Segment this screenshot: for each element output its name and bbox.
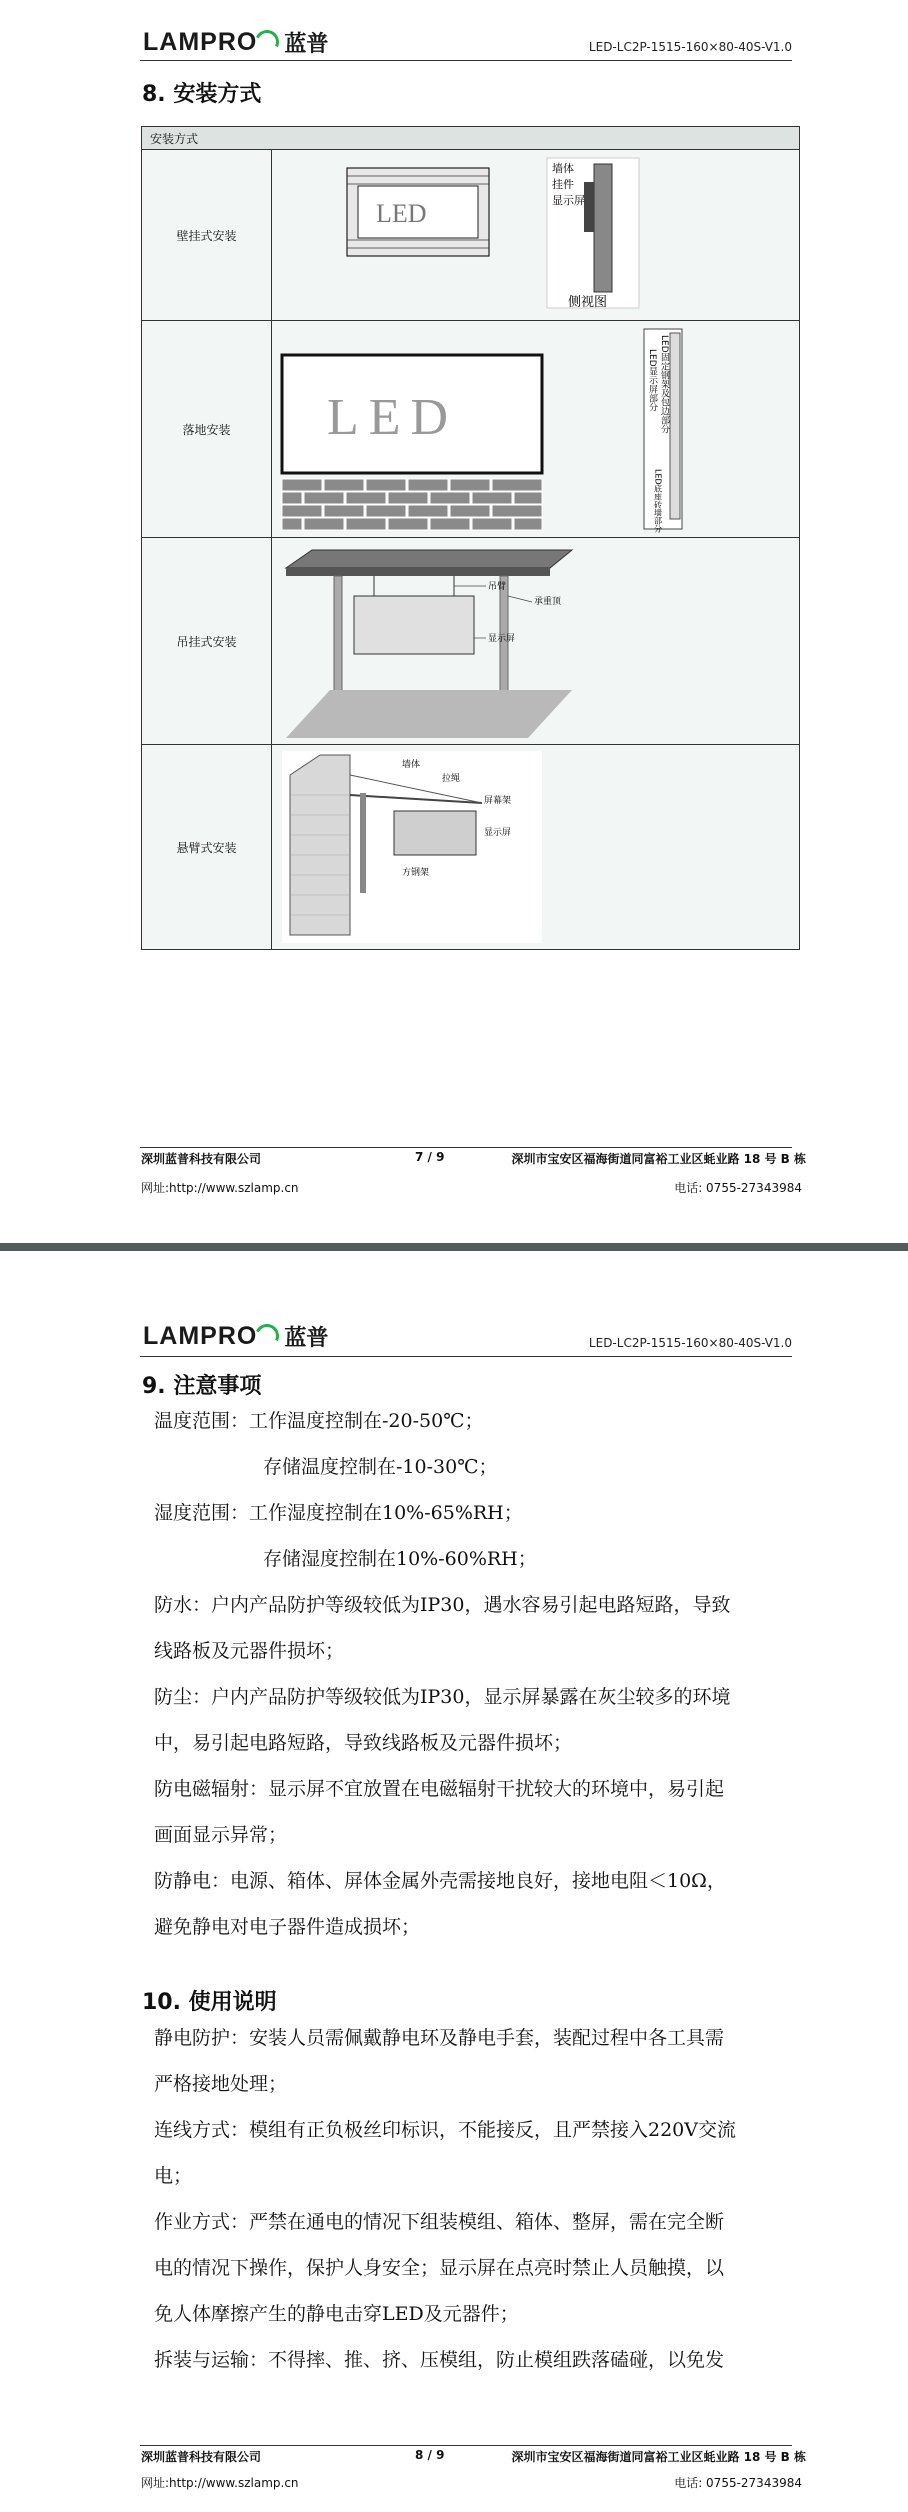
section-10-title: 10. 使用说明 xyxy=(142,1990,277,2015)
cantilever-mount-figure xyxy=(272,745,799,945)
s10-line-5: 作业方式：严禁在通电的情况下组装模组、箱体、整屏，需在完全断 xyxy=(154,2211,725,2233)
footer-company: 深圳蓝普科技有限公司 xyxy=(141,2450,262,2464)
hanging-fig-annot-screen: 显示屏 xyxy=(488,634,516,644)
s9-line-9: 防电磁辐射：显示屏不宜放置在电磁辐射干扰较大的环境中，易引起 xyxy=(154,1778,725,1800)
s9-line-1: 温度范围：工作温度控制在-20-50℃； xyxy=(154,1410,484,1432)
footer-website: 网址:http://www.szlamp.cn xyxy=(141,2476,299,2490)
s9-line-8: 中，易引起电路短路，导致线路板及元器件损坏； xyxy=(154,1732,573,1754)
s10-line-1: 静电防护：安装人员需佩戴静电环及静电手套，装配过程中各工具需 xyxy=(154,2027,725,2049)
mount-label-floor: 落地安装 xyxy=(142,321,272,538)
s10-line-6: 电的情况下操作，保护人身安全；显示屏在点亮时禁止人员触摸，以 xyxy=(154,2257,725,2279)
footer-rule xyxy=(140,2445,792,2446)
footer-page-number: 7 / 9 xyxy=(415,1150,445,1164)
doc-code: LED-LC2P-1515-160×80-40S-V1.0 xyxy=(588,40,792,54)
s10-line-7: 免人体摩擦产生的静电击穿LED及元器件； xyxy=(154,2303,519,2325)
mounting-table xyxy=(141,126,800,950)
section-8-title: 8. 安装方式 xyxy=(142,82,262,107)
page-8 xyxy=(0,1262,908,2502)
footer-address: 深圳市宝安区福海街道同富裕工业区蚝业路 18 号 B 栋 xyxy=(511,2450,806,2464)
section-9-body xyxy=(154,1398,802,1950)
footer-address: 深圳市宝安区福海街道同富裕工业区蚝业路 18 号 B 栋 xyxy=(511,1152,806,1166)
footer-phone: 电话: 0755-27343984 xyxy=(674,1181,802,1195)
mount-label-hanging: 吊挂式安装 xyxy=(142,538,272,745)
s9-line-3: 湿度范围：工作湿度控制在10%-65%RH； xyxy=(154,1502,523,1524)
logo-brand-cn: 蓝普 xyxy=(284,1325,329,1351)
hanging-fig-annot-roof: 承重顶 xyxy=(534,597,562,607)
footer-website: 网址:http://www.szlamp.cn xyxy=(141,1181,299,1195)
header-rule xyxy=(140,60,792,61)
floor-fig-led-text: LED xyxy=(327,389,459,446)
s10-line-2: 严格接地处理； xyxy=(154,2073,288,2095)
wall-fig-led-text: LED xyxy=(376,199,427,228)
cantilever-fig-annot-steel: 方钢架 xyxy=(402,868,430,878)
s9-line-11: 防静电：电源、箱体、屏体金属外壳需接地良好，接地电阻＜10Ω， xyxy=(154,1870,726,1892)
s9-line-5: 防水：户内产品防护等级较低为IP30，遇水容易引起电路短路，导致 xyxy=(154,1594,731,1616)
floor-fig-annot-frame: LED固定钢架及包边部分 xyxy=(659,335,669,434)
s10-line-3: 连线方式：模组有正负极丝印标识，不能接反，且严禁接入220V交流 xyxy=(154,2119,736,2141)
cantilever-fig-annot-wall: 墙体 xyxy=(402,760,421,770)
wall-mount-figure xyxy=(272,150,799,316)
floor-mount-figure xyxy=(272,321,799,533)
mount-figure-wall xyxy=(272,150,800,321)
logo-brand-cn: 蓝普 xyxy=(284,31,329,57)
floor-fig-annot-base: LED底座砖墙部分 xyxy=(653,469,663,533)
mount-label-cantilever: 悬臂式安装 xyxy=(142,745,272,950)
lampro-logo xyxy=(143,1322,328,1350)
floor-fig-annot-display: LED显示屏部分 xyxy=(647,349,657,412)
mount-figure-cantilever xyxy=(272,745,800,950)
page-7 xyxy=(0,0,908,1240)
cantilever-fig-annot-screen: 显示屏 xyxy=(484,828,512,838)
doc-code: LED-LC2P-1515-160×80-40S-V1.0 xyxy=(588,1336,792,1350)
mounting-table-header: 安装方式 xyxy=(142,127,800,150)
hanging-mount-figure xyxy=(272,538,799,740)
cantilever-fig-annot-frame: 屏幕架 xyxy=(484,796,512,806)
s9-line-6: 线路板及元器件损坏； xyxy=(154,1640,345,1662)
footer-rule xyxy=(140,1147,792,1148)
mount-figure-hanging xyxy=(272,538,800,745)
s9-line-2: 存储温度控制在-10-30℃； xyxy=(263,1456,498,1478)
wall-fig-annot-side: 侧视图 xyxy=(568,295,608,310)
wall-fig-annot-hanger: 挂件 xyxy=(552,178,574,191)
section-10-body xyxy=(154,2015,802,2383)
wall-fig-annot-screen: 显示屏 xyxy=(552,194,585,207)
s9-line-4: 存储湿度控制在10%-60%RH； xyxy=(263,1548,537,1570)
mount-label-wall: 壁挂式安装 xyxy=(142,150,272,321)
cantilever-fig-annot-rope: 拉绳 xyxy=(442,774,461,784)
footer-page-number: 8 / 9 xyxy=(415,2448,445,2462)
s9-line-7: 防尘：户内产品防护等级较低为IP30，显示屏暴露在灰尘较多的环境 xyxy=(154,1686,731,1708)
footer-company: 深圳蓝普科技有限公司 xyxy=(141,1152,262,1166)
mount-figure-floor xyxy=(272,321,800,538)
wall-fig-annot-wall: 墙体 xyxy=(552,162,574,175)
logo-brand: LAMPRO xyxy=(143,27,258,56)
s9-line-10: 画面显示异常； xyxy=(154,1824,288,1846)
header-rule xyxy=(140,1356,792,1357)
footer-phone: 电话: 0755-27343984 xyxy=(674,2476,802,2490)
logo-brand: LAMPRO xyxy=(143,1321,258,1350)
s10-line-8: 拆装与运输：不得摔、推、挤、压模组，防止模组跌落磕碰，以免发 xyxy=(154,2349,725,2371)
page-separator xyxy=(0,1243,908,1251)
s10-line-4: 电； xyxy=(154,2165,193,2187)
section-9-title: 9. 注意事项 xyxy=(142,1374,262,1399)
hanging-fig-annot-arm: 吊臂 xyxy=(488,582,507,592)
s9-line-12: 避免静电对电子器件造成损坏； xyxy=(154,1916,421,1938)
lampro-logo xyxy=(143,28,328,56)
